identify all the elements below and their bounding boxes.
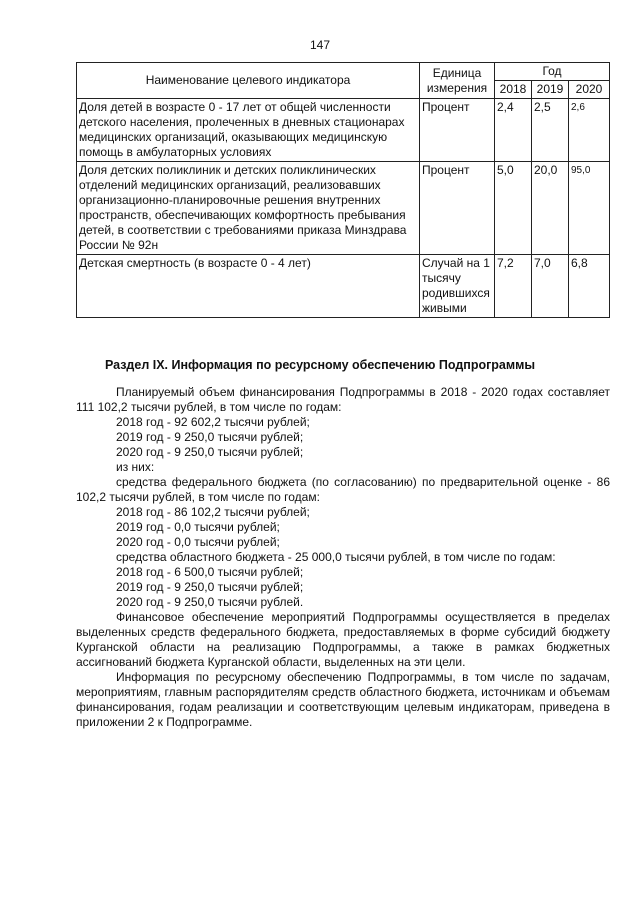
paragraph: средства федерального бюджета (по согласованию) по предварительной оценке - 86 102,2 тысячи рублей, в том числе по годам: (76, 475, 610, 504)
header-2019: 2019 (532, 81, 569, 99)
paragraph: Финансовое обеспечение мероприятий Подпрограммы осуществляется в пределах выделенных средств федерального бюджета, предоставляемых в форме субсидий бюджету Курганской области на реализацию Подпрограммы, а также в рамках бюджетных ассигнований бюджета Курганской области, выделенных на эти цели. (76, 610, 610, 669)
paragraph: средства областного бюджета - 25 000,0 тысячи рублей, в том числе по годам: (116, 550, 556, 564)
paragraph: Информация по ресурсному обеспечению Подпрограммы, в том числе по задачам, мероприятиям, главным распорядителям средств областного бюджета, источникам и объемам финансирования, годам реализации и соответствующим целевым индикаторам, приведена в приложении 2 к Подпрограмме. (76, 670, 610, 729)
row-unit: Процент (420, 99, 495, 162)
row-unit: Случай на 1 тысячу родившихся живыми (420, 255, 495, 318)
paragraph: 2020 год - 9 250,0 тысячи рублей. (116, 595, 304, 609)
header-name: Наименование целевого индикатора (77, 63, 420, 99)
row-value-2019: 2,5 (532, 99, 569, 162)
header-unit: Единица измерения (420, 63, 495, 99)
row-unit: Процент (420, 162, 495, 255)
paragraph: 2020 год - 9 250,0 тысячи рублей; (116, 445, 304, 459)
header-year: Год (495, 63, 610, 81)
section-title: Раздел IX. Информация по ресурсному обеспечению Подпрограммы (104, 358, 536, 372)
row-value-2018: 7,2 (495, 255, 532, 318)
row-value-2018: 2,4 (495, 99, 532, 162)
paragraph: 2020 год - 0,0 тысячи рублей; (116, 535, 280, 549)
section-body (76, 385, 610, 730)
row-name: Доля детских поликлиник и детских поликлинических отделений медицинских организаций, реализовавших организационно-планировочные решения внутренних пространств, обеспечивающих комфортность пребывания детей, в соответствии с требованиями приказа Минздрава России № 92н (77, 162, 420, 255)
paragraph: 2018 год - 6 500,0 тысячи рублей; (116, 565, 304, 579)
paragraph: 2019 год - 9 250,0 тысячи рублей; (116, 430, 304, 444)
row-value-2019: 20,0 (532, 162, 569, 255)
paragraph: 2019 год - 9 250,0 тысячи рублей; (116, 580, 304, 594)
table-row (77, 162, 610, 255)
page-number: 147 (309, 38, 331, 52)
indicators-table (76, 62, 610, 318)
row-name: Детская смертность (в возрасте 0 - 4 лет) (77, 255, 420, 318)
table-row (77, 255, 610, 318)
row-value-2018: 5,0 (495, 162, 532, 255)
row-name: Доля детей в возрасте 0 - 17 лет от общей численности детского населения, пролеченных в дневных стационарах медицинских организаций, оказывающих медицинскую помощь в амбулаторных условиях (77, 99, 420, 162)
table-row (77, 99, 610, 162)
header-2018: 2018 (495, 81, 532, 99)
paragraph: 2018 год - 86 102,2 тысячи рублей; (116, 505, 310, 519)
paragraph: Планируемый объем финансирования Подпрограммы в 2018 - 2020 годах составляет 111 102,2 тысячи рублей, в том числе по годам: (76, 385, 610, 414)
paragraph: 2019 год - 0,0 тысячи рублей; (116, 520, 280, 534)
row-value-2019: 7,0 (532, 255, 569, 318)
paragraph: из них: (116, 460, 155, 474)
row-value-2020: 6,8 (569, 255, 610, 318)
row-value-2020: 2,6 (569, 99, 610, 162)
row-value-2020: 95,0 (569, 162, 610, 255)
header-2020: 2020 (569, 81, 610, 99)
paragraph: 2018 год - 92 602,2 тысячи рублей; (116, 415, 310, 429)
